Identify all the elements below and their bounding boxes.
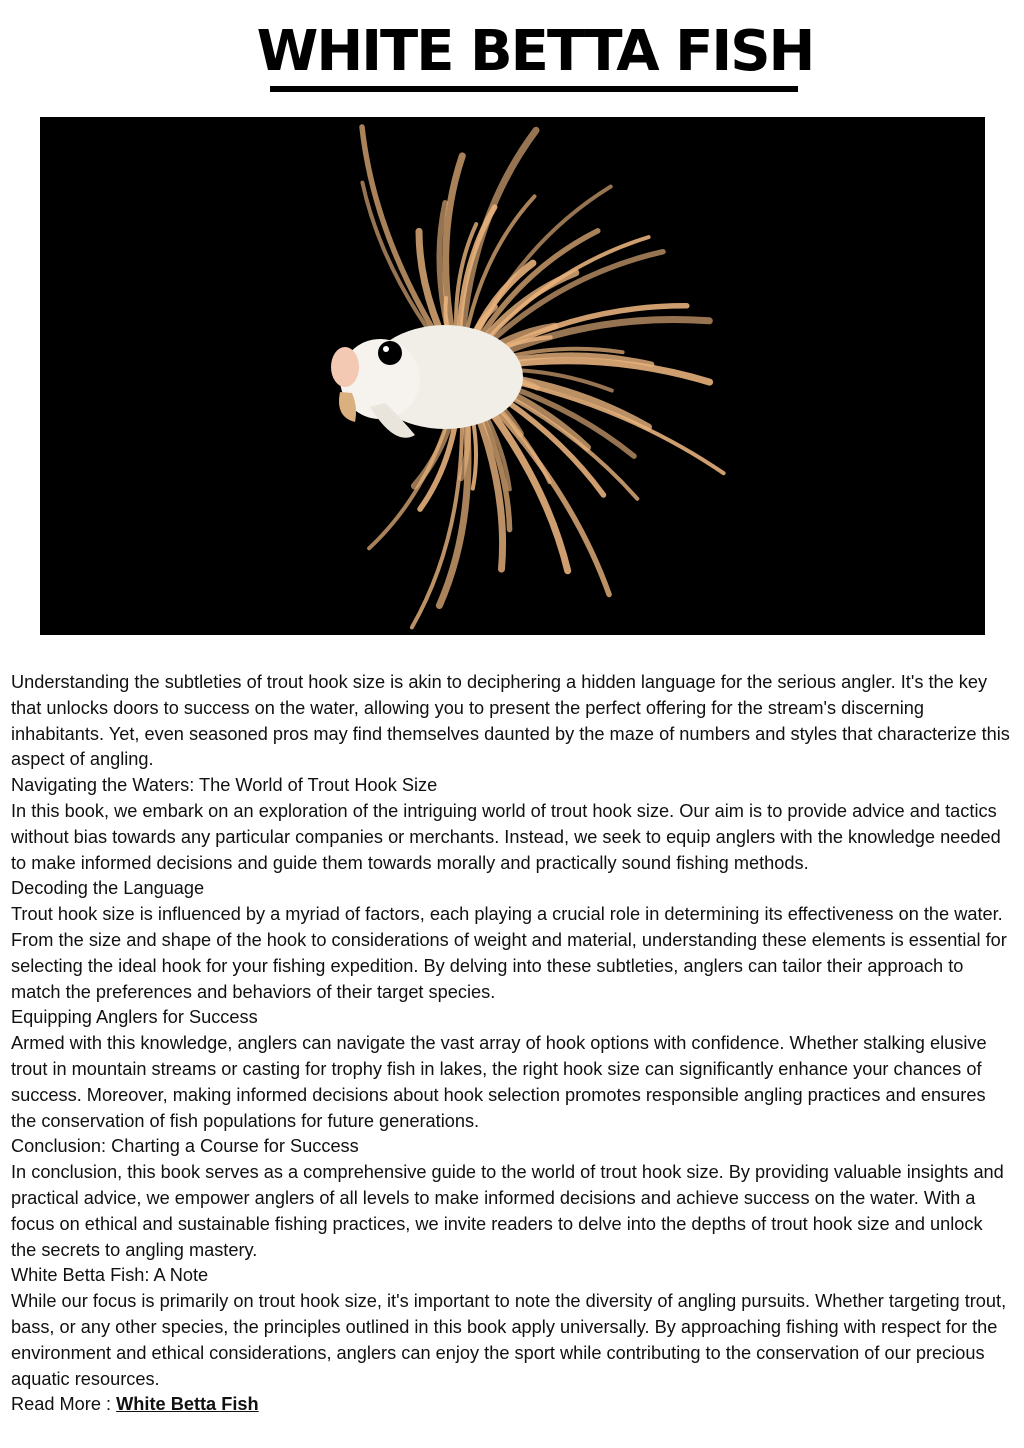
section-paragraph: While our focus is primarily on trout hook size, it's important to note the diversity of angling pursuits. Whether targeting trout, bass, or any other species, the principles outlined in this book apply universally. By approaching fishing with respect for the environment and ethical considerations, anglers can enjoy the sport while contributing to the conservation of our precious aquatic resources. bbox=[11, 1291, 1007, 1389]
read-more-line bbox=[11, 1392, 1011, 1418]
section-heading: Conclusion: Charting a Course for Success bbox=[11, 1136, 359, 1157]
page-title: WHITE BETTA FISH bbox=[256, 19, 814, 84]
section-paragraph: In conclusion, this book serves as a comprehensive guide to the world of trout hook size. By providing valuable insights and practical advice, we empower anglers of all levels to make informed decisions and achieve success on the water. With a focus on ethical and sustainable fishing practices, we invite readers to delve into the depths of trout hook size and unlock the secrets to angling mastery. bbox=[11, 1162, 1004, 1260]
section-heading: Equipping Anglers for Success bbox=[11, 1007, 258, 1028]
read-more-label: Read More : bbox=[11, 1394, 117, 1415]
section-heading: White Betta Fish: A Note bbox=[11, 1265, 209, 1286]
hero-image bbox=[40, 117, 985, 635]
read-more-link[interactable]: White Betta Fish bbox=[116, 1394, 259, 1415]
section-paragraph: In this book, we embark on an exploration of the intriguing world of trout hook size. Our aim is to provide advice and tactics without bias towards any particular companies or merchants. Instead, we seek to equip anglers with the knowledge needed to make informed decisions and guide them towards morally and practically sound fishing methods. bbox=[11, 800, 1001, 873]
section-paragraph: Trout hook size is influenced by a myriad of factors, each playing a crucial role in determining its effectiveness on the water. From the size and shape of the hook to considerations of weight and material, understanding these elements is essential for selecting the ideal hook for your fishing expedition. By delving into these subtleties, anglers can tailor their approach to match the preferences and behaviors of their target species. bbox=[11, 904, 1007, 1002]
article-body bbox=[11, 670, 1011, 1418]
section-heading: Navigating the Waters: The World of Trout Hook Size bbox=[11, 775, 438, 796]
title-underline bbox=[270, 86, 798, 92]
section-heading: Decoding the Language bbox=[11, 878, 205, 899]
section-paragraph: Armed with this knowledge, anglers can navigate the vast array of hook options with confidence. Whether stalking elusive trout in mountain streams or casting for trophy fish in lakes, the right hook size can significantly enhance your chances of success. Moreover, making informed decisions about hook selection promotes responsible angling practices and ensures the conservation of fish populations for future generations. bbox=[11, 1033, 987, 1131]
intro-paragraph: Understanding the subtleties of trout hook size is akin to deciphering a hidden language for the serious angler. It's the key that unlocks doors to success on the water, allowing you to present the perfect offering for the stream's discerning inhabitants. Yet, even seasoned pros may find themselves daunted by the maze of numbers and styles that characterize this aspect of angling. bbox=[11, 672, 1010, 770]
white-betta-fish-photo bbox=[40, 117, 985, 635]
